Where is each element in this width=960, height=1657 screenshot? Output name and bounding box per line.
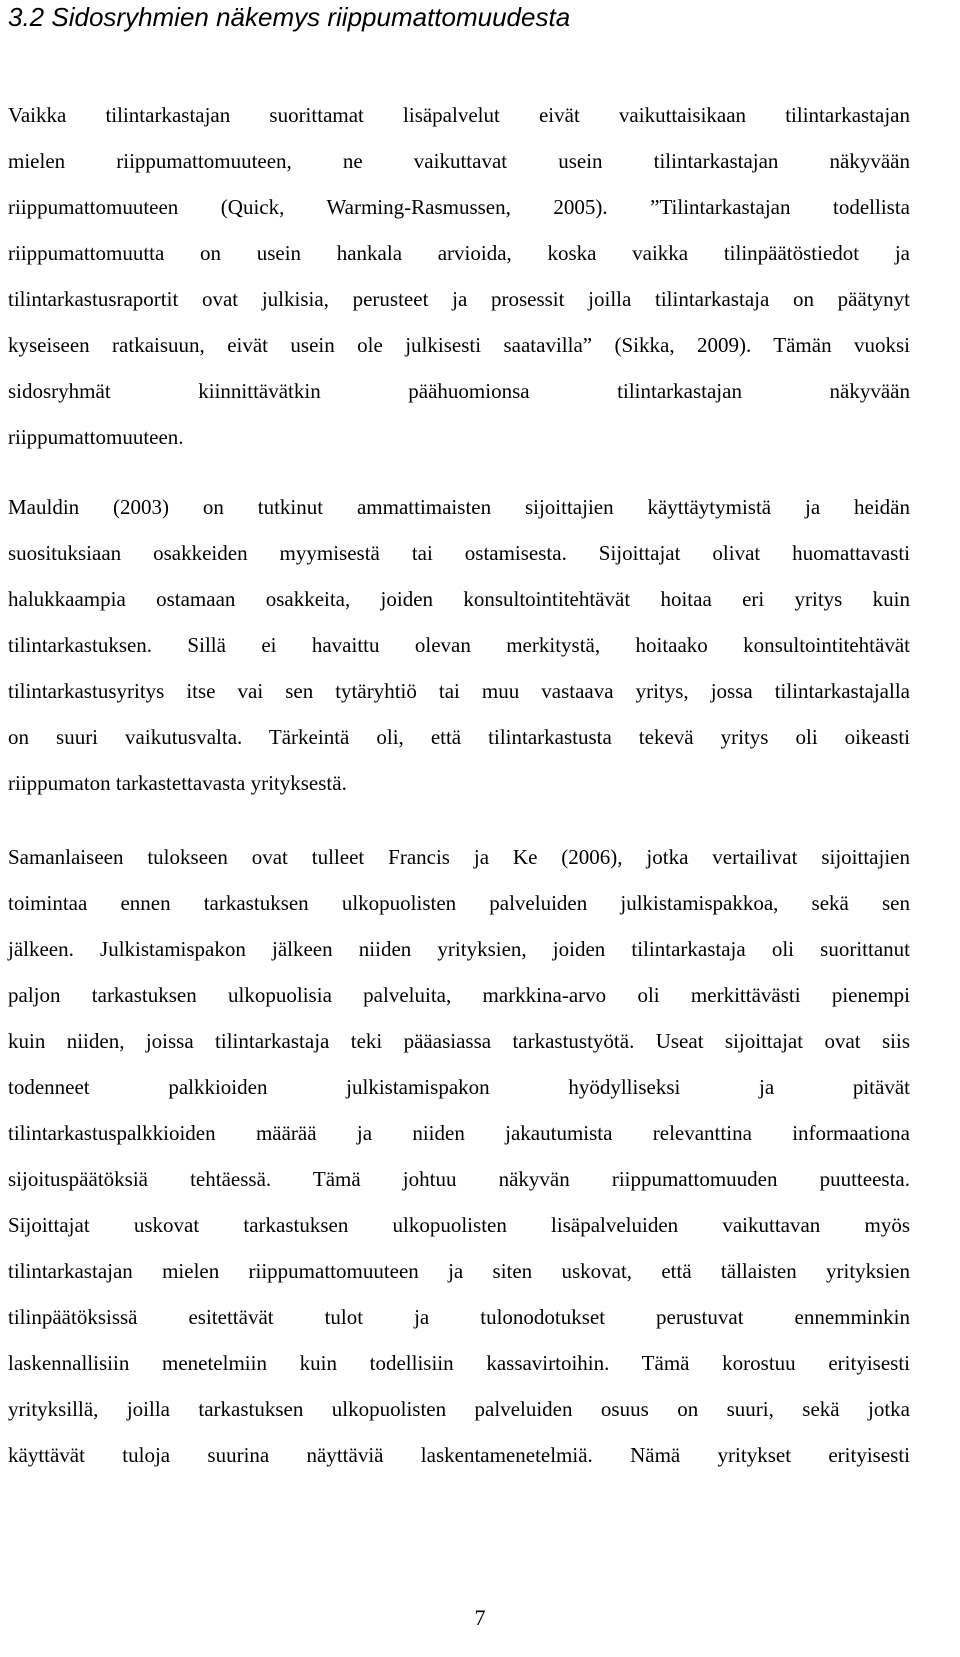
text-line: Mauldin (2003) on tutkinut ammattimaisten sijoittajien käyttäytymistä ja heidän (8, 495, 910, 519)
text-line: on suuri vaikutusvalta. Tärkeintä oli, että tilintarkastusta tekevä yritys oli oikeasti (8, 725, 910, 749)
text-line: riippumaton tarkastettavasta yrityksestä. (8, 771, 347, 795)
page-number: 7 (474, 1605, 486, 1630)
section-heading: 3.2 Sidosryhmien näkemys riippumattomuudesta (8, 2, 571, 32)
text-line: tilintarkastusraportit ovat julkisia, perusteet ja prosessit joilla tilintarkastaja on päätynyt (8, 287, 910, 311)
text-line: todenneet palkkioiden julkistamispakon hyödylliseksi ja pitävät (8, 1075, 910, 1099)
text-line: jälkeen. Julkistamispakon jälkeen niiden yrityksien, joiden tilintarkastaja oli suorittanut (8, 937, 910, 961)
text-line: Vaikka tilintarkastajan suorittamat lisäpalvelut eivät vaikuttaisikaan tilintarkastajan (8, 103, 910, 127)
text-line: tilintarkastajan mielen riippumattomuuteen ja siten uskovat, että tällaisten yrityksien (8, 1259, 910, 1283)
text-line: tilintarkastuksen. Sillä ei havaittu olevan merkitystä, hoitaako konsultointitehtävät (8, 633, 910, 657)
text-line: riippumattomuutta on usein hankala arvioida, koska vaikka tilinpäätöstiedot ja (8, 241, 910, 265)
text-line: Samanlaiseen tulokseen ovat tulleet Francis ja Ke (2006), jotka vertailivat sijoittajien (8, 845, 910, 869)
text-line: Sijoittajat uskovat tarkastuksen ulkopuolisten lisäpalveluiden vaikuttavan myös (8, 1213, 910, 1237)
paragraph-3 (8, 834, 910, 1478)
text-line: laskennallisiin menetelmiin kuin todellisiin kassavirtoihin. Tämä korostuu erityisesti (8, 1351, 910, 1375)
text-line: toimintaa ennen tarkastuksen ulkopuolisten palveluiden julkistamispakkoa, sekä sen (8, 891, 910, 915)
text-line: mielen riippumattomuuteen, ne vaikuttavat usein tilintarkastajan näkyvään (8, 149, 910, 173)
text-line: tilintarkastusyritys itse vai sen tytäryhtiö tai muu vastaava yritys, jossa tilintarkastajalla (8, 679, 910, 703)
text-line: tilinpäätöksissä esitettävät tulot ja tulonodotukset perustuvat ennemminkin (8, 1305, 910, 1329)
text-line: sijoituspäätöksiä tehtäessä. Tämä johtuu näkyvän riippumattomuuden puutteesta. (8, 1167, 910, 1191)
text-line: riippumattomuuteen (Quick, Warming-Rasmussen, 2005). ”Tilintarkastajan todellista (8, 195, 910, 219)
paragraph-2 (8, 484, 910, 806)
text-line: kuin niiden, joissa tilintarkastaja teki pääasiassa tarkastustyötä. Useat sijoittajat ovat siis (8, 1029, 910, 1053)
text-line: sidosryhmät kiinnittävätkin päähuomionsa tilintarkastajan näkyvään (8, 379, 910, 403)
text-line: käyttävät tuloja suurina näyttäviä laskentamenetelmiä. Nämä yritykset erityisesti (8, 1443, 910, 1467)
paragraph-1 (8, 92, 910, 460)
text-line: yrityksillä, joilla tarkastuksen ulkopuolisten palveluiden osuus on suuri, sekä jotka (8, 1397, 910, 1421)
text-line: kyseiseen ratkaisuun, eivät usein ole julkisesti saatavilla” (Sikka, 2009). Tämän vuoksi (8, 333, 910, 357)
text-line: halukkaampia ostamaan osakkeita, joiden konsultointitehtävät hoitaa eri yritys kuin (8, 587, 910, 611)
text-line: paljon tarkastuksen ulkopuolisia palveluita, markkina-arvo oli merkittävästi pienempi (8, 983, 910, 1007)
text-line: riippumattomuuteen. (8, 425, 184, 449)
text-line: tilintarkastuspalkkioiden määrää ja niiden jakautumista relevanttina informaationa (8, 1121, 910, 1145)
text-line: suosituksiaan osakkeiden myymisestä tai ostamisesta. Sijoittajat olivat huomattavasti (8, 541, 910, 565)
